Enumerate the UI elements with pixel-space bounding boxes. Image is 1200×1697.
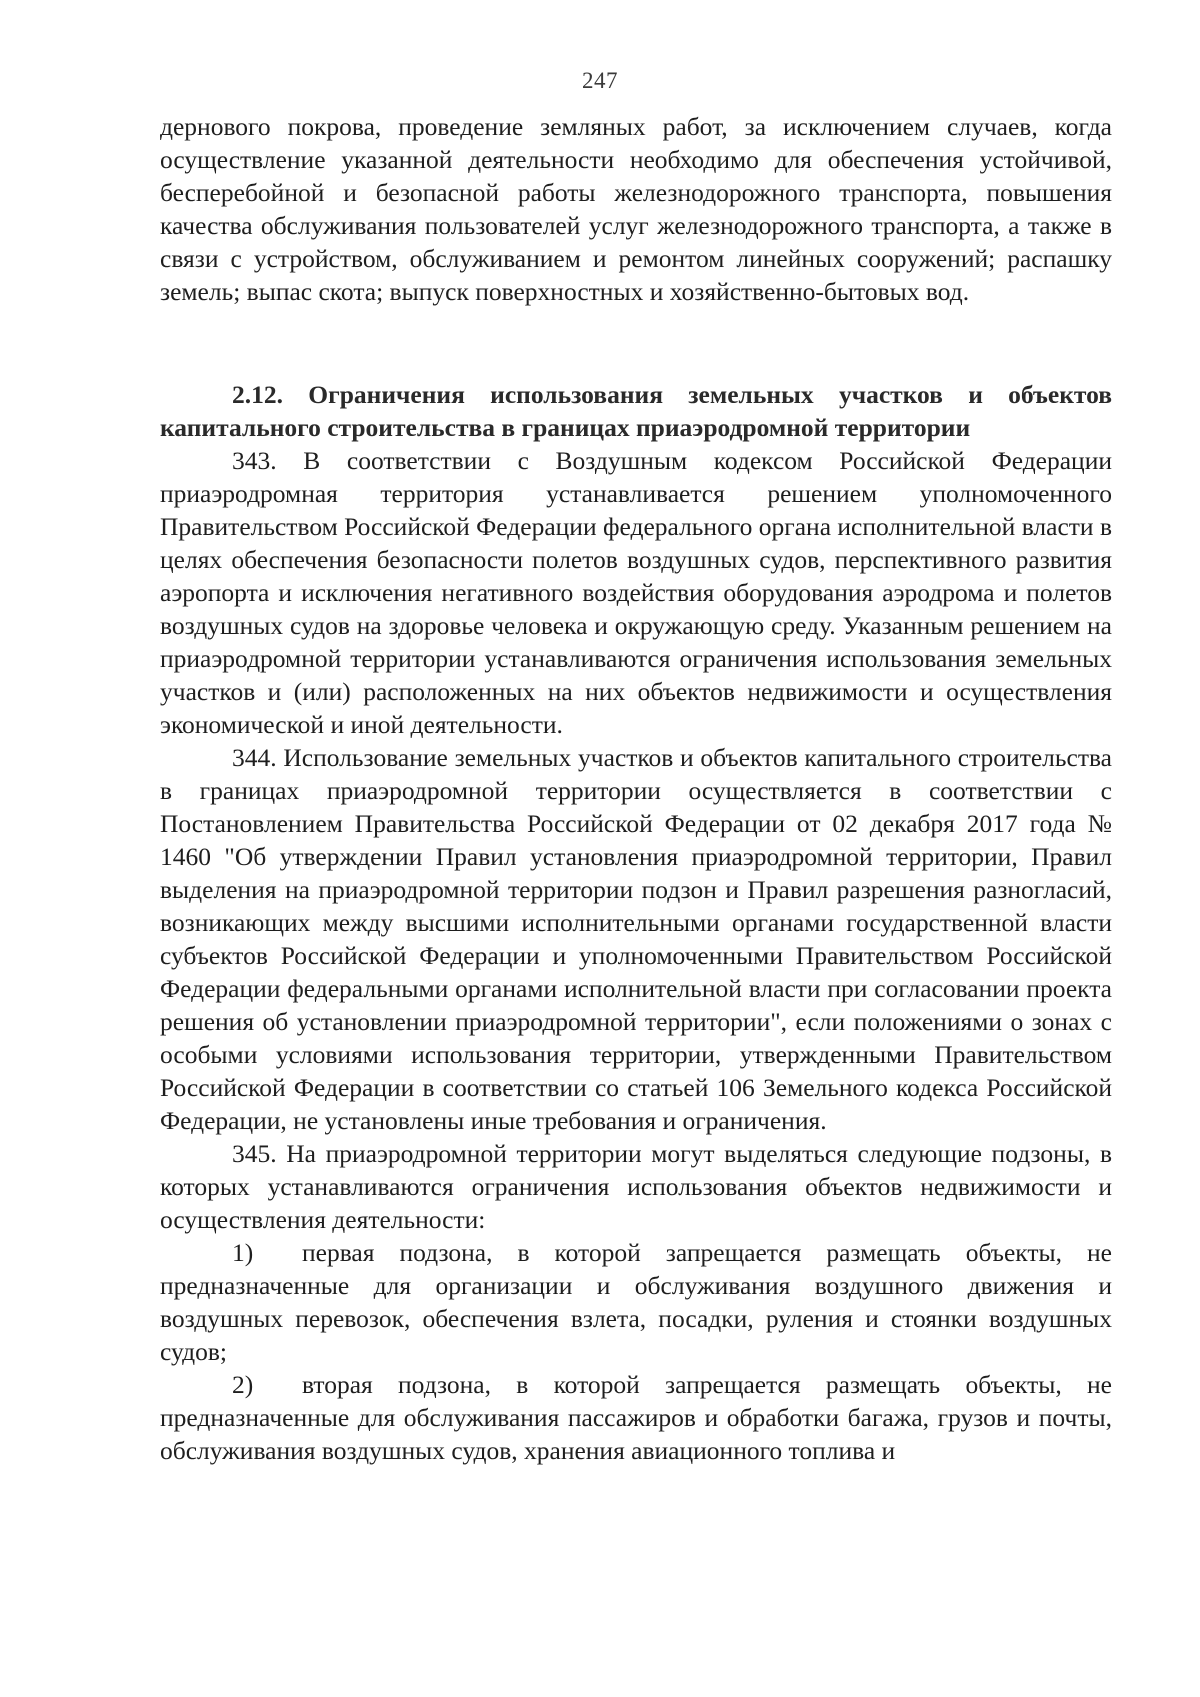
- list-item-2: [160, 1368, 1112, 1467]
- page-content: [160, 110, 1112, 1467]
- list-item-number: 2): [232, 1370, 254, 1399]
- intro-paragraph: дернового покрова, проведение земляных работ, за исключением случаев, когда осуществление указанной деятельности необходимо для обеспечения устойчивой, бесперебойной и безопасной работы железнодорожного транспорта, повышения качества обслуживания пользователей услуг железнодорожного транспорта, а также в связи с устройством, обслуживанием и ремонтом линейных сооружений; распашку земель; выпас скота; выпуск поверхностных и хозяйственно-бытовых вод.: [160, 112, 1112, 306]
- list-item-number: 1): [232, 1238, 254, 1267]
- list-item-1: [160, 1236, 1112, 1368]
- list-item-text: первая подзона, в которой запрещается размещать объекты, не предназначенные для организации и обслуживания воздушного движения и воздушных перевозок, обеспечения взлета, посадки, руления и стоянки воздушных судов;: [160, 1238, 1112, 1366]
- page-number: 247: [582, 68, 618, 93]
- paragraph-345: 345. На приаэродромной территории могут выделяться следующие подзоны, в которых устанавливаются ограничения использования объектов недвижимости и осуществления деятельности:: [160, 1139, 1112, 1234]
- section-heading: 2.12. Ограничения использования земельных участков и объектов капитального строительства в границах приаэродромной территории: [160, 380, 1112, 442]
- list-item-text: вторая подзона, в которой запрещается размещать объекты, не предназначенные для обслуживания пассажиров и обработки багажа, грузов и почты, обслуживания воздушных судов, хранения авиационного топлива и: [160, 1370, 1112, 1465]
- paragraph-343: 343. В соответствии с Воздушным кодексом Российской Федерации приаэродромная территория устанавливается решением уполномоченного Правительством Российской Федерации федерального органа исполнительной власти в целях обеспечения безопасности полетов воздушных судов, перспективного развития аэропорта и исключения негативного воздействия оборудования аэродрома и полетов воздушных судов на здоровье человека и окружающую среду. Указанным решением на приаэродромной территории устанавливаются ограничения использования земельных участков и (или) расположенных на них объектов недвижимости и осуществления экономической и иной деятельности.: [160, 446, 1112, 739]
- paragraph-344: 344. Использование земельных участков и объектов капитального строительства в границах приаэродромной территории осуществляется в соответствии с Постановлением Правительства Российской Федерации от 02 декабря 2017 года № 1460 "Об утверждении Правил установления приаэродромной территории, Правил выделения на приаэродромной территории подзон и Правил разрешения разногласий, возникающих между высшими исполнительными органами государственной власти субъектов Российской Федерации и уполномоченными Правительством Российской Федерации федеральными органами исполнительной власти при согласовании проекта решения об установлении приаэродромной территории", если положениями о зонах с особыми условиями использования территории, утвержденными Правительством Российской Федерации в соответствии со статьей 106 Земельного кодекса Российской Федерации, не установлены иные требования и ограничения.: [160, 743, 1112, 1135]
